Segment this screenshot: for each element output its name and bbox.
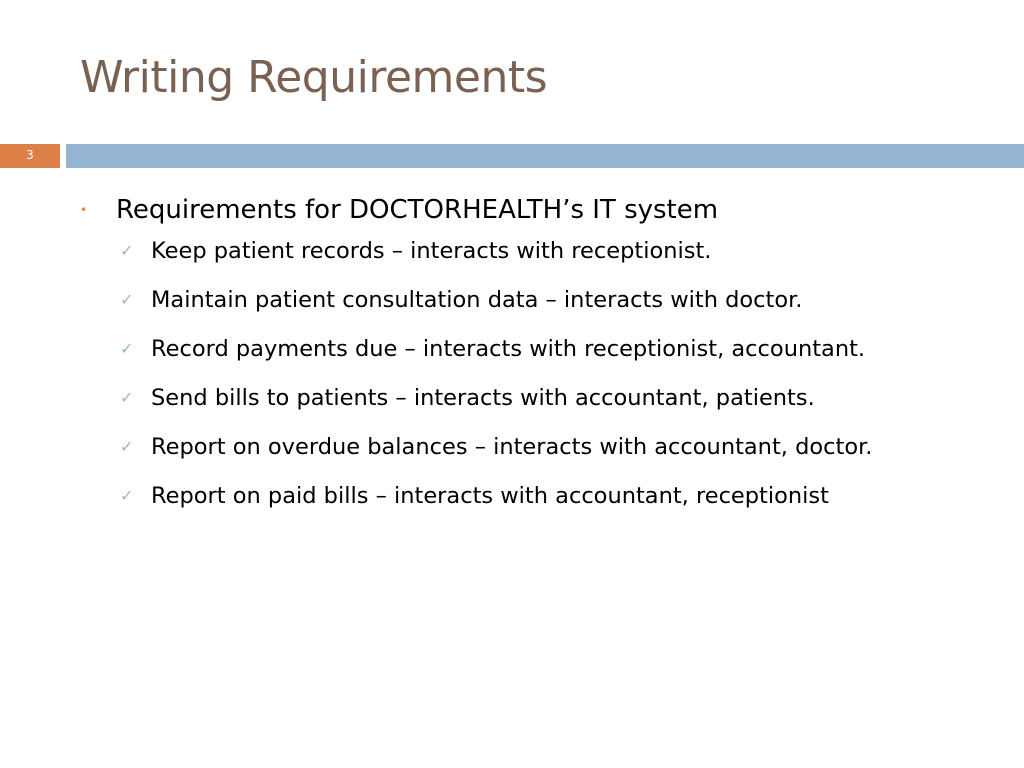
bullet-text-main: Requirements for DOCTORHEALTH’s IT system [116,195,719,225]
checkmark-icon: ✓ [120,486,134,505]
bullet-item-main [80,190,1010,230]
checkmark-icon: ✓ [120,241,134,260]
requirements-list [80,232,1010,515]
list-item-text: Send bills to patients – interacts with accountant, patients. [151,385,815,411]
list-item-text: Keep patient records – interacts with receptionist. [151,238,712,264]
checkmark-icon: ✓ [120,437,134,456]
slide-title: Writing Requirements [80,52,548,103]
list-item-text: Report on overdue balances – interacts with accountant, doctor. [151,434,873,460]
list-item-text: Report on paid bills – interacts with accountant, receptionist [151,483,829,509]
list-item [80,379,1010,417]
list-item [80,232,1010,270]
list-item-text: Record payments due – interacts with receptionist, accountant. [151,336,866,362]
list-item [80,281,1010,319]
round-bullet-icon: • [80,203,88,217]
list-item [80,477,1010,515]
checkmark-icon: ✓ [120,339,134,358]
checkmark-icon: ✓ [120,388,134,407]
checkmark-icon: ✓ [120,290,134,309]
list-item [80,428,1010,466]
title-divider-bar [66,144,1024,168]
slide-content [80,190,1010,526]
slide-number: 3 [0,144,60,168]
list-item [80,330,1010,368]
list-item-text: Maintain patient consultation data – interacts with doctor. [151,287,803,313]
